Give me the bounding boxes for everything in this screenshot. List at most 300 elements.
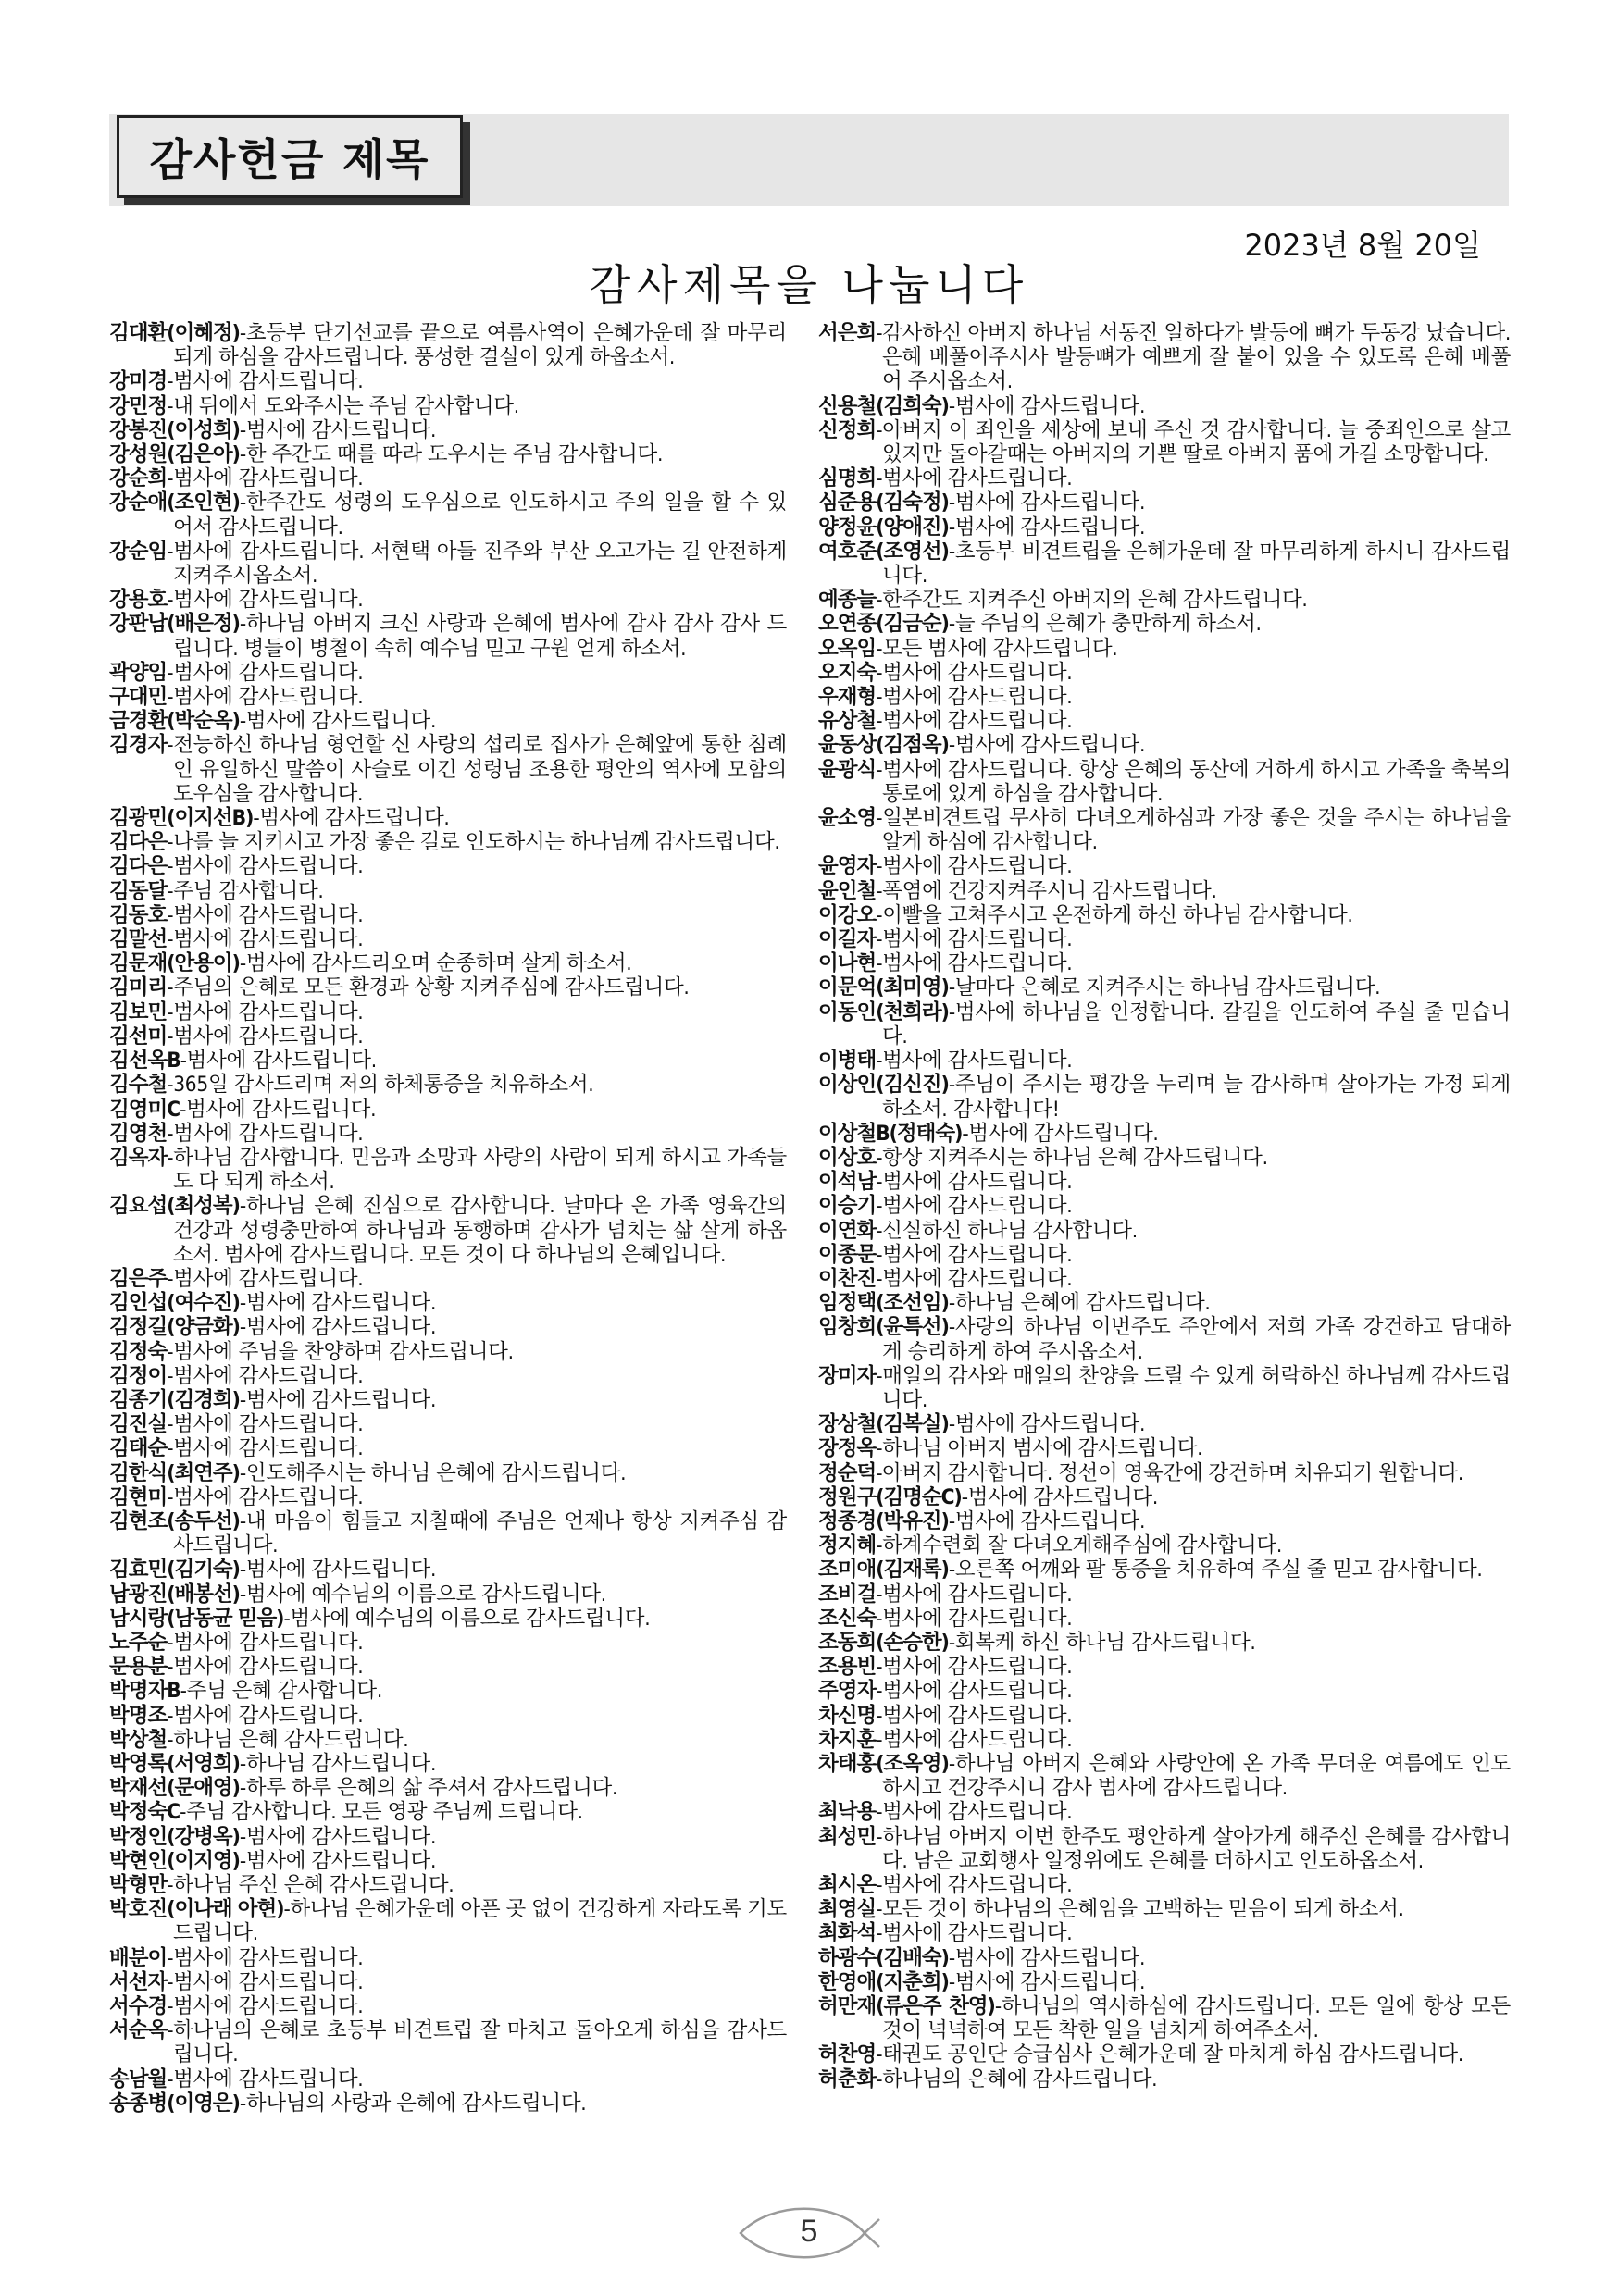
donor-name: 김영미C [109, 1097, 180, 1122]
thanks-message: -범사에 감사드립니다. [876, 1873, 1073, 1897]
thanksgiving-entry [818, 903, 1511, 927]
donor-name: 최시온 [818, 1873, 877, 1897]
thanksgiving-entry [818, 1267, 1511, 1291]
thanksgiving-entry [109, 1897, 787, 1945]
thanksgiving-entry [109, 1024, 787, 1049]
thanks-message: -범사에 감사드립니다. [948, 1412, 1146, 1437]
thanksgiving-entry [818, 1509, 1511, 1533]
thanks-message: -주님 은혜 감사합니다. [180, 1679, 382, 1704]
donor-name: 임정택(조선임) [818, 1291, 949, 1316]
thanksgiving-entry [109, 1679, 787, 1703]
donor-name: 김다은 [109, 854, 168, 879]
donor-name: 유상철 [818, 709, 877, 734]
thanksgiving-entry [109, 1146, 787, 1194]
thanks-message: -전능하신 하나님 형언할 신 사랑의 섭리로 집사가 은혜앞에 통한 침례인 유일하신 말씀이 사슬로 이긴 성령님 조용한 평안의 역사에 모함의 도우심을 감사합니다. [167, 733, 787, 806]
thanksgiving-entry [818, 1994, 1511, 2042]
donor-name: 김동호 [109, 902, 168, 927]
thanks-message: -범사에 감사드립니다. [167, 369, 364, 394]
thanks-message: -범사에 감사드립니다. [239, 1848, 437, 1873]
donor-name: 김정숙 [109, 1339, 168, 1364]
thanksgiving-entry [109, 612, 787, 660]
thanks-message: -범사에 감사드립니다. [167, 1412, 364, 1437]
donor-name: 강순애(조인현) [109, 490, 240, 515]
donor-name: 최화석 [818, 1921, 877, 1946]
thanks-message: -하나님 아버지 이번 한주도 평안하게 살아가게 해주신 은혜를 감사합니다. 남은 교회행사 일정위에도 은혜를 더하시고 인도하옵소서. [876, 1824, 1511, 1873]
thanks-message: -하나님의 역사하심에 감사드립니다. 모든 일에 항상 모든 것이 넉넉하여 모든 착한 일을 넘치게 하여주소서. [882, 1994, 1511, 2043]
thanksgiving-entry [109, 1412, 787, 1436]
thanks-message: -범사에 감사드립니다. [167, 1436, 364, 1461]
thanksgiving-entry [818, 1364, 1511, 1412]
thanksgiving-entry [818, 490, 1511, 515]
thanksgiving-entry [109, 394, 787, 418]
thanks-message: -365일 감사드리며 저의 하체통증을 치유하소서. [167, 1073, 594, 1098]
thanks-message: -모든 범사에 감사드립니다. [876, 636, 1118, 661]
donor-name: 김정이 [109, 1363, 168, 1388]
donor-name: 최영실 [818, 1897, 877, 1922]
donor-name: 박정인(강병옥) [109, 1824, 240, 1849]
thanksgiving-entry [109, 1776, 787, 1800]
thanks-message: -범사에 감사드립니다. [180, 1097, 377, 1122]
donor-name: 남광진(배봉선) [109, 1582, 240, 1607]
donor-name: 강용호 [109, 588, 168, 613]
donor-name: 조신숙 [818, 1606, 877, 1631]
thanks-message: -하나님 아버지 범사에 감사드립니다. [876, 1436, 1203, 1461]
thanksgiving-entry [818, 733, 1511, 757]
thanks-message: -하루 하루 은혜의 삶 주셔서 감사드립니다. [239, 1776, 618, 1801]
thanks-message: -범사에 감사드립니다. [167, 660, 364, 685]
thanksgiving-entry [818, 1412, 1511, 1436]
thanksgiving-entry [818, 2042, 1511, 2066]
thanks-message: -범사에 주님을 찬양하며 감사드립니다. [167, 1339, 514, 1364]
thanks-message: -범사에 감사드립니다. [167, 999, 364, 1024]
thanks-message: -범사에 감사드립니다. [948, 1508, 1146, 1533]
thanks-message: -범사에 감사드립니다. [167, 588, 364, 613]
thanks-message: -범사에 감사드립니다. [167, 1121, 364, 1146]
thanks-message: -아버지 감사합니다. 정선이 영육간에 강건하며 치유되기 원합니다. [876, 1460, 1463, 1485]
thanks-message: -하나님 감사드립니다. [239, 1751, 437, 1776]
thanksgiving-entry [818, 515, 1511, 540]
thanks-message: -범사에 감사드립니다. [167, 685, 364, 710]
donor-name: 박현인(이지영) [109, 1848, 240, 1873]
thanks-message: -하나님 은혜 감사드립니다. [167, 1727, 409, 1752]
thanksgiving-entry [109, 1631, 787, 1655]
thanksgiving-entry [818, 1607, 1511, 1631]
thanksgiving-entry [109, 442, 787, 466]
thanks-message: -범사에 감사드립니다. [876, 1727, 1073, 1752]
donor-name: 윤광식 [818, 757, 877, 782]
donor-name: 배분이 [109, 1945, 168, 1970]
thanks-message: -범사에 감사드립니다. [167, 1630, 364, 1655]
donor-name: 이동인(천희라) [818, 999, 949, 1024]
thanks-message: -신실하신 하나님 감사합니다. [876, 1218, 1138, 1243]
donor-name: 허만재(류은주 찬영) [818, 1994, 995, 2019]
donor-name: 김태순 [109, 1436, 168, 1461]
thanksgiving-entry [818, 1946, 1511, 1970]
thanksgiving-entry [109, 1704, 787, 1728]
thanksgiving-entry [818, 1146, 1511, 1170]
donor-name: 김말선 [109, 927, 168, 952]
thanks-message: -모든 것이 하나님의 은혜임을 고백하는 믿음이 되게 하소서. [876, 1897, 1404, 1922]
thanks-message: -범사에 감사드립니다. [876, 1194, 1073, 1219]
thanksgiving-entry [109, 879, 787, 903]
thanks-message: -범사에 감사드립니다. 서현택 아들 진주와 부산 오고가는 길 안전하게 지켜주시옵소서. [167, 539, 787, 589]
donor-name: 이찬진 [818, 1266, 877, 1291]
thanks-message: -인도해주시는 하나님 은혜에 감사드립니다. [239, 1460, 627, 1485]
donor-name: 임창희(윤특선) [818, 1315, 949, 1340]
thanksgiving-entry [818, 1921, 1511, 1945]
donor-name: 장상철(김복실) [818, 1412, 949, 1437]
thanks-message: -범사에 감사드립니다. [948, 393, 1146, 418]
thanks-message: -범사에 감사드립니다. [167, 1266, 364, 1291]
donor-name: 서수경 [109, 1994, 168, 2019]
page-title: 감사헌금 제목 [149, 134, 430, 186]
thanks-message: -범사에 감사드립니다. [167, 466, 364, 491]
thanks-message: -태권도 공인단 승급심사 은혜가운데 잘 마치게 하심 감사드립니다. [876, 2042, 1463, 2067]
donor-name: 강미경 [109, 369, 168, 394]
thanksgiving-entry [109, 1607, 787, 1631]
thanksgiving-entry [109, 1582, 787, 1607]
donor-name: 강민정 [109, 393, 168, 418]
thanksgiving-entry [109, 1315, 787, 1339]
thanksgiving-entry [818, 588, 1511, 612]
thanks-message: -범사에 감사드립니다. [876, 1582, 1073, 1607]
donor-name: 김영천 [109, 1121, 168, 1146]
thanksgiving-entry [109, 1461, 787, 1485]
donor-name: 서은희 [818, 321, 877, 345]
donor-name: 이문억(최미영) [818, 975, 949, 1000]
title-box [117, 115, 463, 198]
thanksgiving-entry [818, 394, 1511, 418]
thanks-message: -날마다 은혜로 지켜주시는 하나님 감사드립니다. [948, 975, 1381, 1000]
thanks-message: -범사에 감사드립니다. [167, 927, 364, 952]
donor-name: 정지혜 [818, 1533, 877, 1558]
thanksgiving-entry [109, 490, 787, 539]
thanksgiving-entry [109, 1994, 787, 2018]
thanks-message: -늘 주님의 은혜가 충만하게 하소서. [948, 612, 1262, 637]
donor-name: 김은주 [109, 1266, 168, 1291]
thanks-message: -범사에 감사드립니다. [948, 515, 1146, 540]
thanks-message: -범사에 감사드립니다. [876, 709, 1073, 734]
thanksgiving-entry [109, 369, 787, 393]
thanks-message: -하나님 주신 은혜 감사드립니다. [167, 1873, 454, 1897]
thanks-message: -초등부 단기선교를 끝으로 여름사역이 은혜가운데 잘 마무리되게 하심을 감사드립니다. 풍성한 결실이 있게 하옵소서. [173, 321, 787, 370]
thanks-message: -하나님 감사합니다. 믿음과 소망과 사랑의 사람이 되게 하시고 가족들도 다 되게 하소서. [167, 1145, 787, 1195]
thanksgiving-entry [109, 927, 787, 951]
thanks-message: -범사에 감사드립니다. [239, 1824, 437, 1849]
donor-name: 박호진(이나래 아현) [109, 1897, 284, 1922]
donor-name: 이종문 [818, 1242, 877, 1267]
donor-name: 김진실 [109, 1412, 168, 1437]
thanksgiving-entry [818, 1582, 1511, 1607]
donor-name: 김문재(안용이) [109, 951, 240, 976]
thanks-message: -범사에 감사드립니다. [167, 2066, 364, 2091]
donor-name: 김정길(양금화) [109, 1315, 240, 1340]
thanksgiving-entry [109, 685, 787, 709]
donor-name: 이길자 [818, 927, 877, 952]
thanksgiving-entry [818, 637, 1511, 661]
thanks-message: -범사에 예수님의 이름으로 감사드립니다. [283, 1606, 651, 1631]
thanksgiving-entry [109, 951, 787, 975]
thanks-message: -매일의 감사와 매일의 찬양을 드릴 수 있게 허락하신 하나님께 감사드립니다. [876, 1363, 1511, 1412]
thanksgiving-entry [818, 709, 1511, 733]
thanks-message: -하나님의 은혜로 초등부 비견트립 잘 마치고 돌아오게 하심을 감사드립니다. [167, 2018, 787, 2067]
thanks-message: -한주간도 지켜주신 아버지의 은혜 감사드립니다. [876, 588, 1308, 613]
thanks-message: -범사에 감사드립니다. [876, 854, 1073, 879]
thanks-message: -하나님 은혜 진심으로 감사합니다. 날마다 온 가족 영육간의 건강과 성령충만하여 하나님과 동행하며 감사가 넘치는 삶 살게 하옵소서. 범사에 감사드립니다. 모든 것이 다 하나님의 은혜입니다. [173, 1194, 787, 1267]
donor-name: 오연종(김금순) [818, 612, 949, 637]
donor-name: 최성민 [818, 1824, 877, 1849]
thanksgiving-entry [818, 1655, 1511, 1679]
thanks-message: -하나님의 사랑과 은혜에 감사드립니다. [239, 2091, 587, 2116]
donor-name: 이상호 [818, 1145, 877, 1170]
thanksgiving-entry [818, 1073, 1511, 1121]
right-column [818, 321, 1511, 2091]
donor-name: 김수철 [109, 1073, 168, 1098]
thanks-message: -범사에 감사드립니다. [876, 660, 1073, 685]
thanksgiving-entry [818, 1170, 1511, 1194]
thanks-message: -일본비견트립 무사히 다녀오게하심과 가장 좋은 것을 주시는 하나님을 알게 하심에 감사합니다. [876, 806, 1511, 855]
donor-name: 신용철(김희숙) [818, 393, 949, 418]
thanksgiving-entry [109, 321, 787, 369]
donor-name: 윤동상(김점옥) [818, 733, 949, 758]
thanks-message: -회복케 하신 하나님 감사드립니다. [948, 1630, 1256, 1655]
donor-name: 한영애(지춘희) [818, 1969, 949, 1994]
thanksgiving-entry [818, 1049, 1511, 1073]
thanksgiving-entry [109, 466, 787, 490]
thanksgiving-entry [109, 1849, 787, 1873]
thanksgiving-entry [109, 1970, 787, 1994]
donor-name: 김선옥B [109, 1049, 180, 1074]
thanksgiving-entry [109, 1340, 787, 1364]
thanksgiving-entry [109, 1194, 787, 1267]
thanksgiving-entry [109, 588, 787, 612]
thanksgiving-entry [109, 1073, 787, 1097]
thanks-message: -범사에 감사드립니다. [876, 1049, 1073, 1074]
donor-name: 조비걸 [818, 1582, 877, 1607]
thanks-message: -폭염에 건강지켜주시니 감사드립니다. [876, 878, 1217, 903]
thanks-message: -초등부 비견트립을 은혜가운데 잘 마무리하게 하시니 감사드립니다. [882, 539, 1511, 589]
thanksgiving-entry [818, 540, 1511, 588]
donor-name: 박명자B [109, 1679, 180, 1704]
thanks-message: -항상 지켜주시는 하나님 은혜 감사드립니다. [876, 1145, 1268, 1170]
thanks-message: -이빨을 고쳐주시고 온전하게 하신 하나님 감사합니다. [876, 902, 1353, 927]
thanks-message: -내 마음이 힘들고 지칠때에 주님은 언제나 항상 지켜주심 감사드립니다. [173, 1508, 787, 1558]
thanks-message: -범사에 예수님의 이름으로 감사드립니다. [239, 1582, 606, 1607]
thanks-message: -나를 늘 지키시고 가장 좋은 길로 인도하시는 하나님께 감사드립니다. [167, 830, 780, 855]
thanksgiving-entry [109, 1509, 787, 1558]
donor-name: 이강오 [818, 902, 877, 927]
thanks-message: -범사에 감사드립니다. [167, 1363, 364, 1388]
thanksgiving-entry [109, 1291, 787, 1315]
donor-name: 강순희 [109, 466, 168, 491]
thanksgiving-entry [109, 2091, 787, 2116]
thanks-message: -범사에 감사드립니다. [876, 1679, 1073, 1704]
donor-name: 박영록(서영희) [109, 1751, 240, 1776]
section-subtitle: 감사제목을 나눕니다 [589, 260, 1029, 310]
thanksgiving-entry [818, 1897, 1511, 1921]
donor-name: 강성원(김은아) [109, 442, 240, 467]
donor-name: 오지숙 [818, 660, 877, 685]
thanksgiving-entry [818, 1558, 1511, 1582]
thanksgiving-entry [818, 1219, 1511, 1243]
thanksgiving-entry [818, 1825, 1511, 1873]
thanks-message: -범사에 감사드립니다. [167, 1655, 364, 1680]
thanksgiving-entry [818, 1243, 1511, 1267]
thanksgiving-entry [109, 1752, 787, 1776]
thanksgiving-entry [109, 1122, 787, 1146]
thanks-message: -범사에 감사드립니다. [239, 1387, 437, 1412]
thanksgiving-entry [109, 540, 787, 588]
thanksgiving-entry [818, 1631, 1511, 1655]
donor-name: 김종기(김경희) [109, 1387, 240, 1412]
thanks-message: -범사에 감사드립니다. [876, 1800, 1073, 1825]
donor-name: 곽양임 [109, 660, 168, 685]
thanks-message: -범사에 감사드리오며 순종하며 살게 하소서. [239, 951, 632, 976]
thanksgiving-entry [109, 1049, 787, 1073]
thanks-message: -하나님 아버지 크신 사랑과 은혜에 범사에 감사 감사 감사 드립니다. 병들이 병철이 속히 예수님 믿고 구원 얻게 하소서. [173, 612, 787, 661]
donor-name: 정원구(김명순C) [818, 1484, 962, 1509]
issue-date: 2023년 8월 20일 [1244, 228, 1481, 263]
thanksgiving-entry [818, 1679, 1511, 1703]
thanksgiving-entry [109, 1873, 787, 1897]
thanksgiving-entry [109, 1655, 787, 1679]
thanksgiving-entry [818, 951, 1511, 975]
thanks-message: -한주간도 성령의 도우심으로 인도하시고 주의 일을 할 수 있어서 감사드립니다. [173, 490, 787, 540]
thanksgiving-entry [818, 1800, 1511, 1824]
thanks-message: -범사에 감사드립니다. [167, 1703, 364, 1728]
donor-name: 박형만 [109, 1873, 168, 1897]
donor-name: 김경자 [109, 733, 168, 758]
donor-name: 허춘화 [818, 2066, 877, 2091]
thanks-message: -범사에 감사드립니다. [876, 1606, 1073, 1631]
thanks-message: -사랑의 하나님 이번주도 주안에서 저희 가족 강건하고 담대하게 승리하게 하여 주시옵소서. [882, 1315, 1511, 1364]
donor-name: 심준용(김숙정) [818, 490, 949, 515]
donor-name: 이상인(김신진) [818, 1073, 949, 1098]
thanksgiving-entry [109, 2018, 787, 2066]
page-number: 5 [800, 2214, 818, 2249]
thanks-message: -범사에 감사드립니다. [167, 1969, 364, 1994]
thanksgiving-entry [818, 1752, 1511, 1800]
thanksgiving-entry [109, 1267, 787, 1291]
thanks-message: -아버지 이 죄인을 세상에 보내 주신 것 감사합니다. 늘 중죄인으로 살고 있지만 돌아갈때는 아버지의 기쁜 딸로 아버지 품에 가길 소망합니다. [876, 417, 1511, 467]
thanks-message: -범사에 감사드립니다. [239, 1558, 437, 1582]
thanksgiving-entry [818, 1315, 1511, 1363]
donor-name: 김보민 [109, 999, 168, 1024]
donor-name: 정순덕 [818, 1460, 877, 1485]
thanks-message: -범사에 감사드립니다. [876, 951, 1073, 976]
thanksgiving-entry [109, 1728, 787, 1752]
thanksgiving-entry [818, 612, 1511, 636]
thanksgiving-entry [109, 1800, 787, 1824]
thanks-message: -범사에 감사드립니다. [239, 709, 437, 734]
donor-name: 차신명 [818, 1703, 877, 1728]
donor-name: 오옥임 [818, 636, 877, 661]
page-number-badge [735, 2203, 883, 2264]
donor-name: 조용빈 [818, 1655, 877, 1680]
donor-name: 구대민 [109, 685, 168, 710]
donor-name: 서선자 [109, 1969, 168, 1994]
thanks-message: -범사에 감사드립니다. [948, 733, 1146, 758]
thanksgiving-entry [818, 2067, 1511, 2091]
thanks-message: -범사에 감사드립니다. [167, 1024, 364, 1049]
thanks-message: -범사에 감사드립니다. [876, 1170, 1073, 1195]
donor-name: 김현조(송두선) [109, 1508, 240, 1533]
donor-name: 남시랑(남동균 믿음) [109, 1606, 284, 1631]
thanks-message: -범사에 감사드립니다. [948, 490, 1146, 515]
thanksgiving-entry [818, 418, 1511, 466]
donor-name: 윤영자 [818, 854, 877, 879]
donor-name: 강순임 [109, 539, 168, 564]
thanks-message: -내 뒤에서 도와주시는 주님 감사합니다. [167, 393, 519, 418]
thanks-message: -범사에 감사드립니다. [876, 1703, 1073, 1728]
thanksgiving-entry [818, 1291, 1511, 1315]
donor-name: 금경환(박순옥) [109, 709, 240, 734]
donor-name: 예종늘 [818, 588, 877, 613]
donor-name: 허찬영 [818, 2042, 877, 2067]
thanks-message: -범사에 감사드립니다. [961, 1484, 1158, 1509]
donor-name: 박재선(문애영) [109, 1776, 240, 1801]
donor-name: 이나현 [818, 951, 877, 976]
thanks-message: -한 주간도 때를 따라 도우시는 주님 감사합니다. [239, 442, 664, 467]
thanks-message: -주님 감사합니다. [167, 878, 324, 903]
thanks-message: -범사에 감사드립니다. [239, 1291, 437, 1316]
donor-name: 최낙용 [818, 1800, 877, 1825]
thanksgiving-entry [109, 1098, 787, 1122]
donor-name: 이연화 [818, 1218, 877, 1243]
thanks-message: -범사에 감사드립니다. [962, 1121, 1159, 1146]
donor-name: 우재형 [818, 685, 877, 710]
donor-name: 문용분 [109, 1655, 168, 1680]
donor-name: 조미애(김재록) [818, 1558, 949, 1582]
donor-name: 강봉진(이성희) [109, 417, 240, 442]
donor-name: 여호준(조영선) [818, 539, 949, 564]
donor-name: 이병태 [818, 1049, 877, 1074]
thanks-message: -범사에 감사드립니다. 항상 은혜의 동산에 거하게 하시고 가족을 축복의 통로에 있게 하심을 감사합니다. [876, 757, 1511, 806]
thanks-message: -범사에 감사드립니다. [876, 1655, 1073, 1680]
thanks-message: -범사에 감사드립니다. [167, 1945, 364, 1970]
donor-name: 양정윤(양애진) [818, 515, 949, 540]
thanks-message: -범사에 감사드립니다. [180, 1049, 377, 1074]
thanks-message: -범사에 감사드립니다. [948, 1945, 1146, 1970]
thanksgiving-entry [109, 854, 787, 878]
donor-name: 차지훈 [818, 1727, 877, 1752]
thanksgiving-entry [818, 1461, 1511, 1485]
thanksgiving-entry [109, 1825, 787, 1849]
donor-name: 이상철B(정태숙) [818, 1121, 963, 1146]
thanks-message: -하계수련회 잘 다녀오게해주심에 감사합니다. [876, 1533, 1282, 1558]
thanksgiving-entry [109, 1364, 787, 1388]
thanksgiving-entry [109, 903, 787, 927]
thanks-message: -범사에 감사드립니다. [876, 1266, 1073, 1291]
thanksgiving-entry [109, 733, 787, 806]
thanksgiving-entry [818, 879, 1511, 903]
thanksgiving-entry [818, 661, 1511, 685]
donor-name: 노주순 [109, 1630, 168, 1655]
thanksgiving-entry [109, 1388, 787, 1412]
donor-name: 박명조 [109, 1703, 168, 1728]
thanksgiving-entry [818, 854, 1511, 878]
thanks-message: -범사에 감사드립니다. [876, 685, 1073, 710]
donor-name: 김대환(이혜정) [109, 321, 240, 345]
thanksgiving-entry [109, 1558, 787, 1582]
donor-name: 차태홍(조옥영) [818, 1751, 949, 1776]
thanksgiving-entry [818, 975, 1511, 999]
donor-name: 윤인철 [818, 878, 877, 903]
thanksgiving-entry [109, 975, 787, 999]
donor-name: 서순옥 [109, 2018, 168, 2043]
thanks-message: -감사하신 아버지 하나님 서동진 일하다가 발등에 뼈가 두동강 났습니다. 은혜 베풀어주시사 발등뼈가 예쁘게 잘 붙어 있을 수 있도록 은혜 베풀어 주시옵소서. [876, 321, 1511, 394]
donor-name: 김옥자 [109, 1145, 168, 1170]
